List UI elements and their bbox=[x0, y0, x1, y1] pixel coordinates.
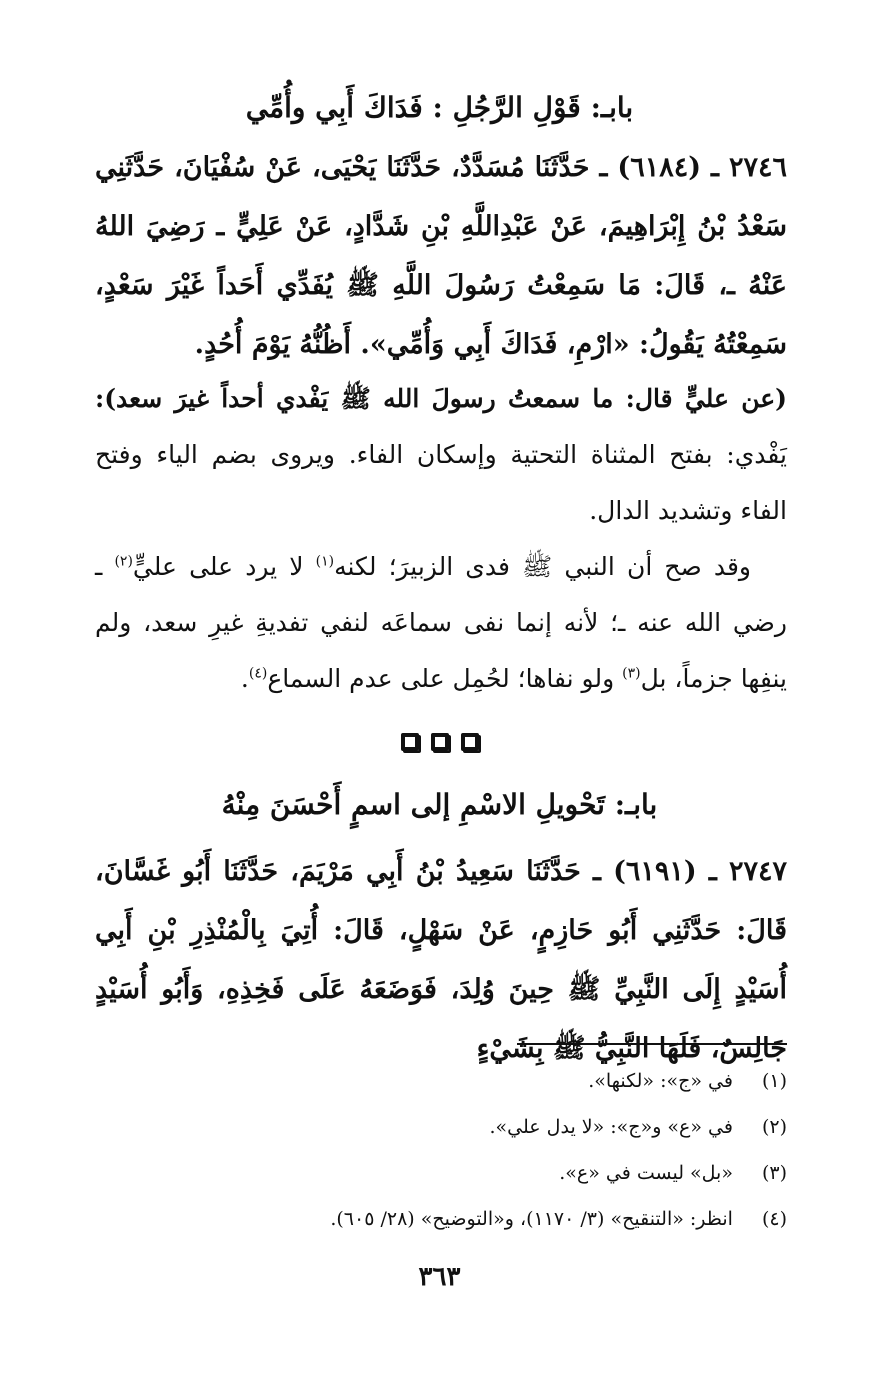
commentary-text: ـ رضي الله عنه ـ؛ لأنه إنما نفى سماعَه لنفي تفديةِ غيرِ سعد، ولم ينفِها جزماً، بل bbox=[95, 552, 787, 693]
chapter-heading-title: قَوْلِ الرَّجُلِ : فَدَاكَ أَبِي وأُمِّي bbox=[245, 91, 581, 124]
chapter-heading-keyword: بابـ: bbox=[590, 91, 634, 124]
footnote-item bbox=[95, 1196, 787, 1242]
footnote-marker-2[interactable]: (٢) bbox=[114, 553, 133, 570]
footnote-number: (٤) bbox=[761, 1208, 787, 1230]
separator-square-icon bbox=[401, 733, 419, 751]
footnote-number: (١) bbox=[761, 1070, 787, 1092]
footnote-marker-1[interactable]: (١) bbox=[315, 553, 335, 570]
separator-square-icon bbox=[461, 733, 479, 751]
footnote-divider bbox=[517, 1043, 787, 1045]
section-separator bbox=[0, 733, 879, 751]
commentary-text: وقد صح أن النبي ﷺ فدى الزبيرَ؛ لكنه bbox=[334, 552, 752, 581]
commentary-text: ولو نفاها؛ لحُمِل على عدم السماع bbox=[267, 664, 615, 693]
chapter-heading-title: تَحْويلِ الاسْمِ إلى اسمٍ أَحْسَنَ مِنْهُ bbox=[221, 788, 605, 821]
footnote-item bbox=[95, 1058, 787, 1104]
footnote-number: (٣) bbox=[761, 1162, 787, 1184]
chapter-heading-2 bbox=[80, 781, 799, 829]
footnote-text: «بل» ليست في «ع». bbox=[559, 1162, 733, 1184]
chapter-heading-keyword: بابـ: bbox=[614, 788, 658, 821]
footnote-item bbox=[95, 1104, 787, 1150]
commentary-text: . bbox=[240, 664, 249, 693]
hadith-2746: ٢٧٤٦ ـ (٦١٨٤) ـ حَدَّثَنَا مُسَدَّدٌ، حَدَّثَنَا يَحْيَى، عَنْ سُفْيَانَ، حَدَّثَنِي سَعْدُ بْنُ إِبْرَاهِيمَ، عَنْ عَبْدِاللَّهِ بْنِ شَدَّادٍ، عَنْ عَلِيٍّ ـ رَضِيَ اللهُ عَنْهُ ـ، قَالَ: مَا سَمِعْتُ رَسُولَ اللَّهِ ﷺ يُفَدِّي أَحَداً غَيْرَ سَعْدٍ، سَمِعْتُهُ يَقُولُ: «ارْمِ، فَدَاكَ أَبِي وَأُمِّي». أَظُنُّهُ يَوْمَ أُحُدٍ. bbox=[95, 152, 787, 360]
footnote-text: انظر: «التنقيح» (٣/ ١١٧٠)، و«التوضيح» (٢٨/ ٦٠٥). bbox=[330, 1208, 733, 1230]
commentary-text: لا يرد على عليٍّ bbox=[132, 552, 304, 581]
footnote-item bbox=[95, 1150, 787, 1196]
footnote-marker-4[interactable]: (٤) bbox=[248, 665, 268, 682]
chapter-heading-1 bbox=[80, 84, 799, 132]
footnote-marker-3[interactable]: (٣) bbox=[622, 665, 641, 682]
footnotes-list bbox=[95, 1058, 787, 1242]
commentary-paragraph-1 bbox=[95, 371, 787, 539]
separator-square-icon bbox=[431, 733, 449, 751]
commentary-quote: (عن عليٍّ قال: ما سمعتُ رسولَ الله ﷺ يَفْدي أحداً غيرَ سعد): bbox=[95, 384, 787, 413]
commentary-body: يَفْدي: بفتح المثناة التحتية وإسكان الفاء. ويروى بضم الياء وفتح الفاء وتشديد الدال. bbox=[95, 440, 787, 525]
footnote-text: في «ع» و«ج»: «لا يدل علي». bbox=[489, 1116, 733, 1138]
commentary-paragraph-2 bbox=[95, 539, 787, 707]
hadith-2747: ٢٧٤٧ ـ (٦١٩١) ـ حَدَّثَنَا سَعِيدُ بْنُ أَبِي مَرْيَمَ، حَدَّثَنَا أَبُو غَسَّانَ، قَالَ: حَدَّثَنِي أَبُو حَازِمٍ، عَنْ سَهْلٍ، قَالَ: أُتِيَ بِالْمُنْذِرِ بْنِ أَبِي أُسَيْدٍ إِلَى النَّبِيِّ ﷺ حِينَ وُلِدَ، فَوَضَعَهُ عَلَى فَخِذِهِ، وَأَبُو أُسَيْدٍ جَالِسٌ، فَلَهَا النَّبِيُّ ﷺ بِشَيْءٍ bbox=[95, 856, 787, 1064]
footnote-number: (٢) bbox=[761, 1116, 787, 1138]
footnote-text: في «ج»: «لكنها». bbox=[588, 1070, 733, 1092]
page-number: ٣٦٣ bbox=[418, 1262, 461, 1292]
